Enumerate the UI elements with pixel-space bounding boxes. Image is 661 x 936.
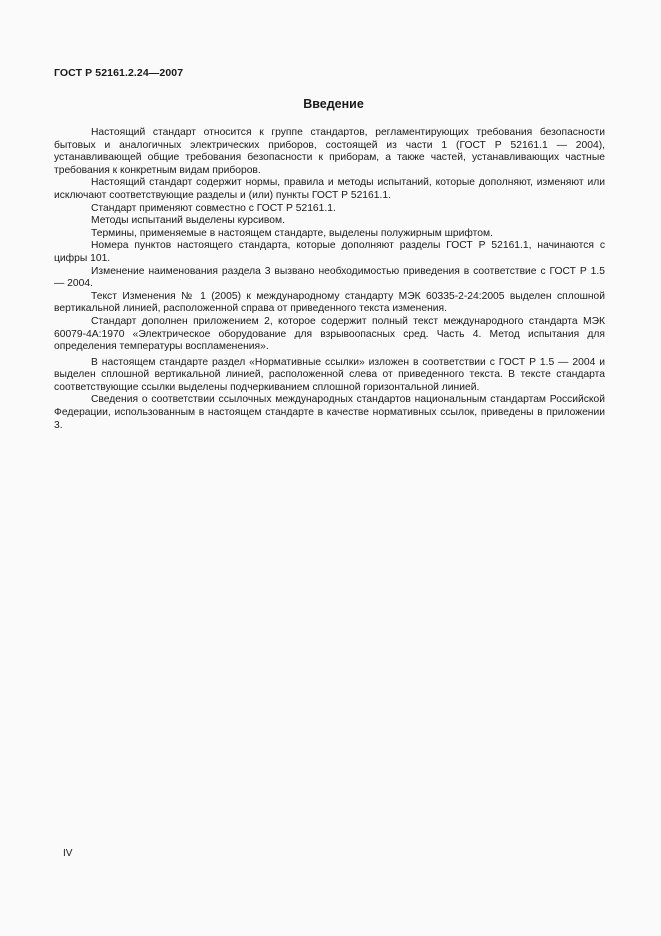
document-code: ГОСТ Р 52161.2.24—2007 — [54, 67, 184, 79]
paragraph: Настоящий стандарт содержит нормы, правила и методы испытаний, которые дополняют, изменяют или исключают соответствующие разделы и (или) пункты ГОСТ Р 52161.1. — [54, 177, 605, 201]
paragraph: Термины, применяемые в настоящем стандарте, выделены полужирным шрифтом. — [91, 227, 493, 239]
paragraph: Стандарт применяют совместно с ГОСТ Р 52161.1. — [91, 202, 336, 214]
paragraph: Текст Изменения № 1 (2005) к международному стандарту МЭК 60335-2-24:2005 выделен сплошной вертикальной линией, расположенной справа от приведенного текста изменения. — [54, 290, 605, 315]
introduction-body — [54, 127, 605, 432]
section-title: Введение — [303, 97, 364, 111]
paragraph: Номера пунктов настоящего стандарта, которые дополняют разделы ГОСТ Р 52161.1, начинаются с цифры 101. — [54, 240, 605, 264]
paragraph: Стандарт дополнен приложением 2, которое содержит полный текст международного стандарта МЭК 60079-4А:1970 «Электрическое оборудование для взрывоопасных сред. Часть 4. Метод испытания для определения температуры воспламенения». — [54, 315, 605, 353]
paragraph: Изменение наименования раздела 3 вызвано необходимостью приведения в соответствие с ГОСТ Р 1.5 — 2004. — [54, 265, 605, 290]
page-number: IV — [63, 848, 73, 859]
paragraph: В настоящем стандарте раздел «Нормативные ссылки» изложен в соответствии с ГОСТ Р 1.5 — 2004 и выделен сплошной вертикальной линией, расположенной слева от приведенного текста. В тексте стандарта соответствующие ссылки выделены подчеркиванием сплошной горизонтальной линией. — [54, 356, 605, 393]
paragraph: Сведения о соответствии ссылочных международных стандартов национальным стандартам Российской Федерации, использованным в настоящем стандарте в качестве нормативных ссылок, приведены в приложении 3. — [54, 394, 605, 431]
paragraph: Методы испытаний выделены курсивом. — [91, 215, 285, 227]
paragraph: Настоящий стандарт относится к группе стандартов, регламентирующих требования безопасности бытовых и аналогичных электрических приборов, состоящей из части 1 (ГОСТ Р 52161.1 — 2004), устанавливающей общие требования безопасности к приборам, а также частей, устанавливающих частные требования к конкретным видам приборов. — [54, 127, 605, 176]
